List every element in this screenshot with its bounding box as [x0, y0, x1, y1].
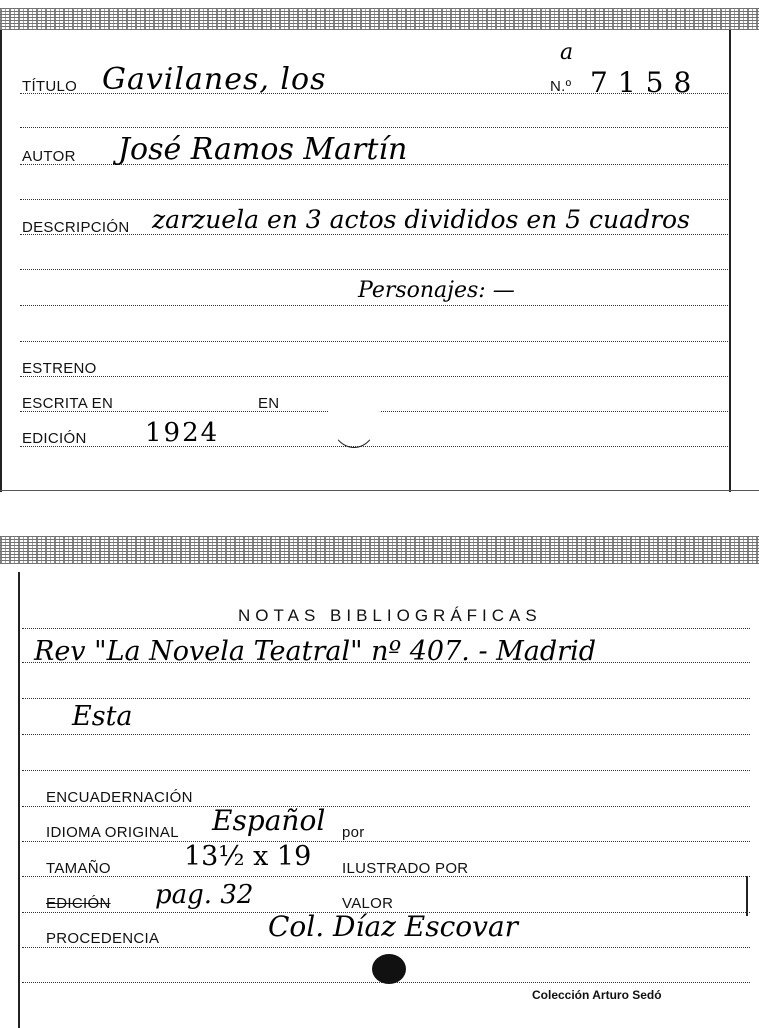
note-line-2: Esta	[72, 701, 133, 732]
ink-stamp-mark	[372, 954, 406, 984]
tamano-label: TAMAÑO	[46, 860, 111, 877]
card-left-border	[18, 572, 20, 1028]
card-left-border	[0, 30, 2, 492]
numero-suffix: a	[560, 40, 574, 65]
ilustrado-label: ILUSTRADO POR	[342, 860, 469, 877]
descripcion-label: DESCRIPCIÓN	[22, 219, 130, 236]
ruled-line	[22, 770, 750, 771]
card-right-border	[729, 30, 731, 492]
ruled-line	[22, 947, 750, 948]
idioma-label: IDIOMA ORIGINAL	[46, 824, 179, 841]
card-right-border	[746, 876, 748, 916]
tamano-value: 13½ x 19	[184, 841, 312, 872]
ruled-line	[22, 806, 750, 807]
por-label: por	[342, 824, 365, 841]
edicion-value: 1924	[145, 418, 220, 448]
en-label: EN	[258, 395, 280, 412]
ruled-line	[20, 446, 728, 447]
titulo-label: TÍTULO	[22, 78, 78, 95]
card-top-edge-texture	[0, 8, 759, 30]
procedencia-value: Col. Díaz Escovar	[268, 910, 519, 943]
ruled-line	[20, 341, 728, 342]
card-bottom-border	[0, 490, 759, 491]
note-line-1: Rev "La Novela Teatral" nº 407. - Madrid	[34, 636, 597, 667]
ruled-line	[20, 269, 728, 270]
escrita-en-label: ESCRITA EN	[22, 395, 114, 412]
edicion-label: EDICIÓN	[46, 895, 111, 912]
card-top-edge-texture	[0, 536, 759, 564]
estreno-label: ESTRENO	[22, 360, 97, 377]
ruled-line	[22, 698, 750, 699]
catalog-card-front	[0, 0, 759, 492]
procedencia-label: PROCEDENCIA	[46, 930, 160, 947]
valor-label: VALOR	[342, 895, 394, 912]
encuadernacion-label: ENCUADERNACIÓN	[46, 789, 193, 806]
titulo-value: Gavilanes, los	[102, 62, 327, 97]
punch-hole-edge	[330, 388, 378, 448]
autor-value: José Ramos Martín	[118, 132, 408, 167]
ruled-line	[20, 127, 728, 128]
numero-value: 7158	[590, 66, 702, 99]
ruled-line	[20, 376, 728, 377]
descripcion-value: zarzuela en 3 actos divididos en 5 cuadros	[152, 205, 690, 234]
idioma-value: Español	[212, 804, 326, 837]
personajes-note: Personajes: —	[358, 278, 515, 303]
autor-label: AUTOR	[22, 148, 76, 165]
notas-heading: NOTAS BIBLIOGRÁFICAS	[238, 606, 542, 625]
ruled-line	[22, 734, 750, 735]
edicion-value: pag. 32	[155, 880, 254, 910]
ruled-line	[20, 305, 728, 306]
ruled-line	[22, 841, 750, 842]
edicion-label: EDICIÓN	[22, 430, 87, 447]
collection-footer: Colección Arturo Sedó	[532, 988, 662, 1002]
ruled-line	[20, 199, 728, 200]
numero-label: N.º	[550, 78, 572, 95]
ruled-line	[22, 628, 750, 629]
catalog-card-back	[0, 536, 759, 1028]
